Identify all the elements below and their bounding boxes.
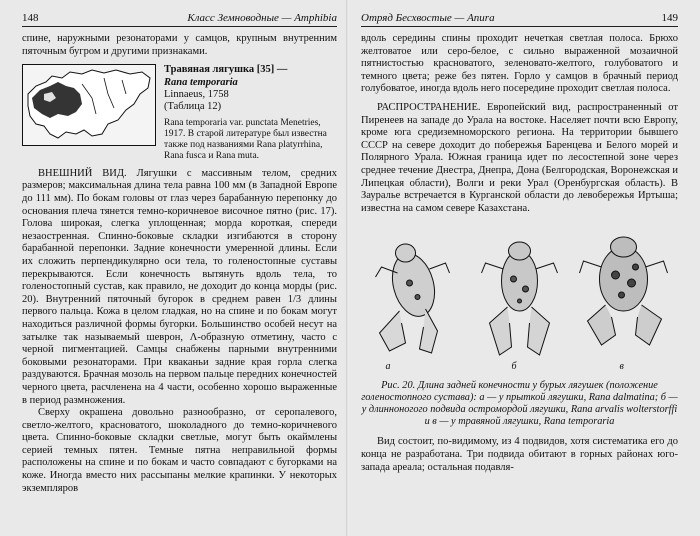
- subspecies-paragraph: Вид состоит, по-видимому, из 4 подвидов, хотя систематика его до конца не разработана. Три подвида обитают в горных районах юго-запада ареала; остальная подавля-: [361, 436, 678, 473]
- appearance-paragraph: ВНЕШНИЙ ВИД. Лягушки с массивным телом, средних размеров; максимальная длина тела равна 100 мм (в Западной Европе до 111 мм). По бокам головы от глаз через барабанную перепонку до основания плеча тянется темно-коричневое височное пятно (рис. 17). Голова широкая, слегка уплощенная; морда короткая, спереди незаостренная. Спинно-боковые складки изгибаются в сторону барабанной перепонки. Задние конечности умеренной длины. Если их сложить перпендикулярно оси тела, то голеностопные суставы перекрываются. Если конечность вытянуть вдоль тела, то голеностопный сустав, как правило, не доходит до конца морды (рис. 20). Внутренний пяточный бугорок в среднем равен 1/3 длины первого пальца. Кожа в целом гладкая, но на спине и по бокам могут находиться различной формы бугорки. Большинство особей несут на затылке так называемый шеврон, Λ-образную отметину, часто с черной пигментацией. Самцы снабжены парными внутренними боковыми резонаторами. При кваканьи задние края горла слегка раздуваются. Брачная мозоль на первом пальце передних конечностей черного цвета, расчленена на 4 части, особенно хорошо выраженные в период размножения.: [22, 167, 337, 406]
- left-page-number: 148: [22, 12, 39, 24]
- left-page: [0, 0, 349, 536]
- species-block: [22, 64, 337, 162]
- figure-label-c: в: [619, 361, 624, 373]
- species-header: [164, 64, 337, 162]
- figure-label-a: а: [385, 361, 391, 373]
- figure-caption: Рис. 20. Длина задней конечности у бурых лягушек (положение голеностопного сустава): а — у прыткой лягушки, Rana dalmatina; б — у длинноногого подвида остромордой лягушки, Rana arvalis wolterstorffi и в — у травяной лягушки, Rana temporaria: [361, 380, 678, 428]
- frog-b-illustration: [482, 242, 558, 355]
- right-running-title: Отряд Бесхвостые — Anura: [361, 12, 495, 24]
- figure-20-frogs: [361, 223, 678, 373]
- coloration-paragraph: Сверху окрашена довольно разнообразно, от серопалевого, светло-желтого, красноватого, шоколадного до темно-коричневого цвета. Спинно-боковые складки светлые, могут быть окаймлены серией темных пятен. Темные пятна неправильной формы расположены на спине и по бокам и часто совпадают с бугорками на коже. Иногда вместо них рассыпаны мелкие крапинки. У некоторых экземпляров: [22, 407, 337, 494]
- frog-a-illustration: [376, 244, 450, 353]
- species-synonym-note: Rana temporaria var. punctata Menetries, 1917. В старой литературе был известна также под названиями Rana platyrrhina, Rana fusca и Rana muta.: [164, 117, 327, 161]
- distribution-paragraph: РАСПРОСТРАНЕНИЕ. Европейский вид, распространенный от Пиренеев на западе до Урала на востоке. Населяет почти всю Европу, кроме юга средиземноморского региона. На территории бывшего СССР на севере доходит до побережья Баренцева и Белого морей и Полярного Урала. Южная граница идет по лесостепной зоне через среднее течение Днестра, Днепра, Дона (Белгородская, Воронежская и Липецкая области), Волги и реки Урал (Оренбургская область). В Зауралье встречается в Курганской области до левобережья Иртыша; известна на самом севере Казахстана.: [361, 101, 678, 214]
- right-top-continuation: вдоль середины спины проходит нечеткая светлая полоса. Брюхо желтоватое или серо-белое, с сильно выраженной мозаичной пятнистостью красноватого, зеленовато-желтого, голубоватого и темного цвета; реже без пятен. Горло у самцов в брачный период голубоватое, иногда вдоль него посередине проходит светлая полоса.: [361, 33, 678, 95]
- species-heading: Травяная лягушка [35] —: [164, 64, 288, 76]
- figure-label-b: б: [511, 361, 517, 373]
- right-page-number: 149: [661, 12, 678, 24]
- species-author: Linnaeus, 1758: [164, 89, 229, 100]
- left-top-continuation: спине, наружными резонаторами у самцов, крупным внутренним пяточным бугром и другими признаками.: [22, 33, 337, 57]
- range-map: [22, 64, 156, 146]
- right-page: [349, 0, 700, 536]
- left-running-head: [22, 12, 337, 27]
- left-running-title: Класс Земноводные — Amphibia: [187, 12, 337, 24]
- species-latin-name: Rana temporaria: [164, 76, 238, 88]
- right-running-head: [361, 12, 678, 27]
- species-table-ref: (Таблица 12): [164, 101, 222, 113]
- frog-c-illustration: [580, 237, 668, 345]
